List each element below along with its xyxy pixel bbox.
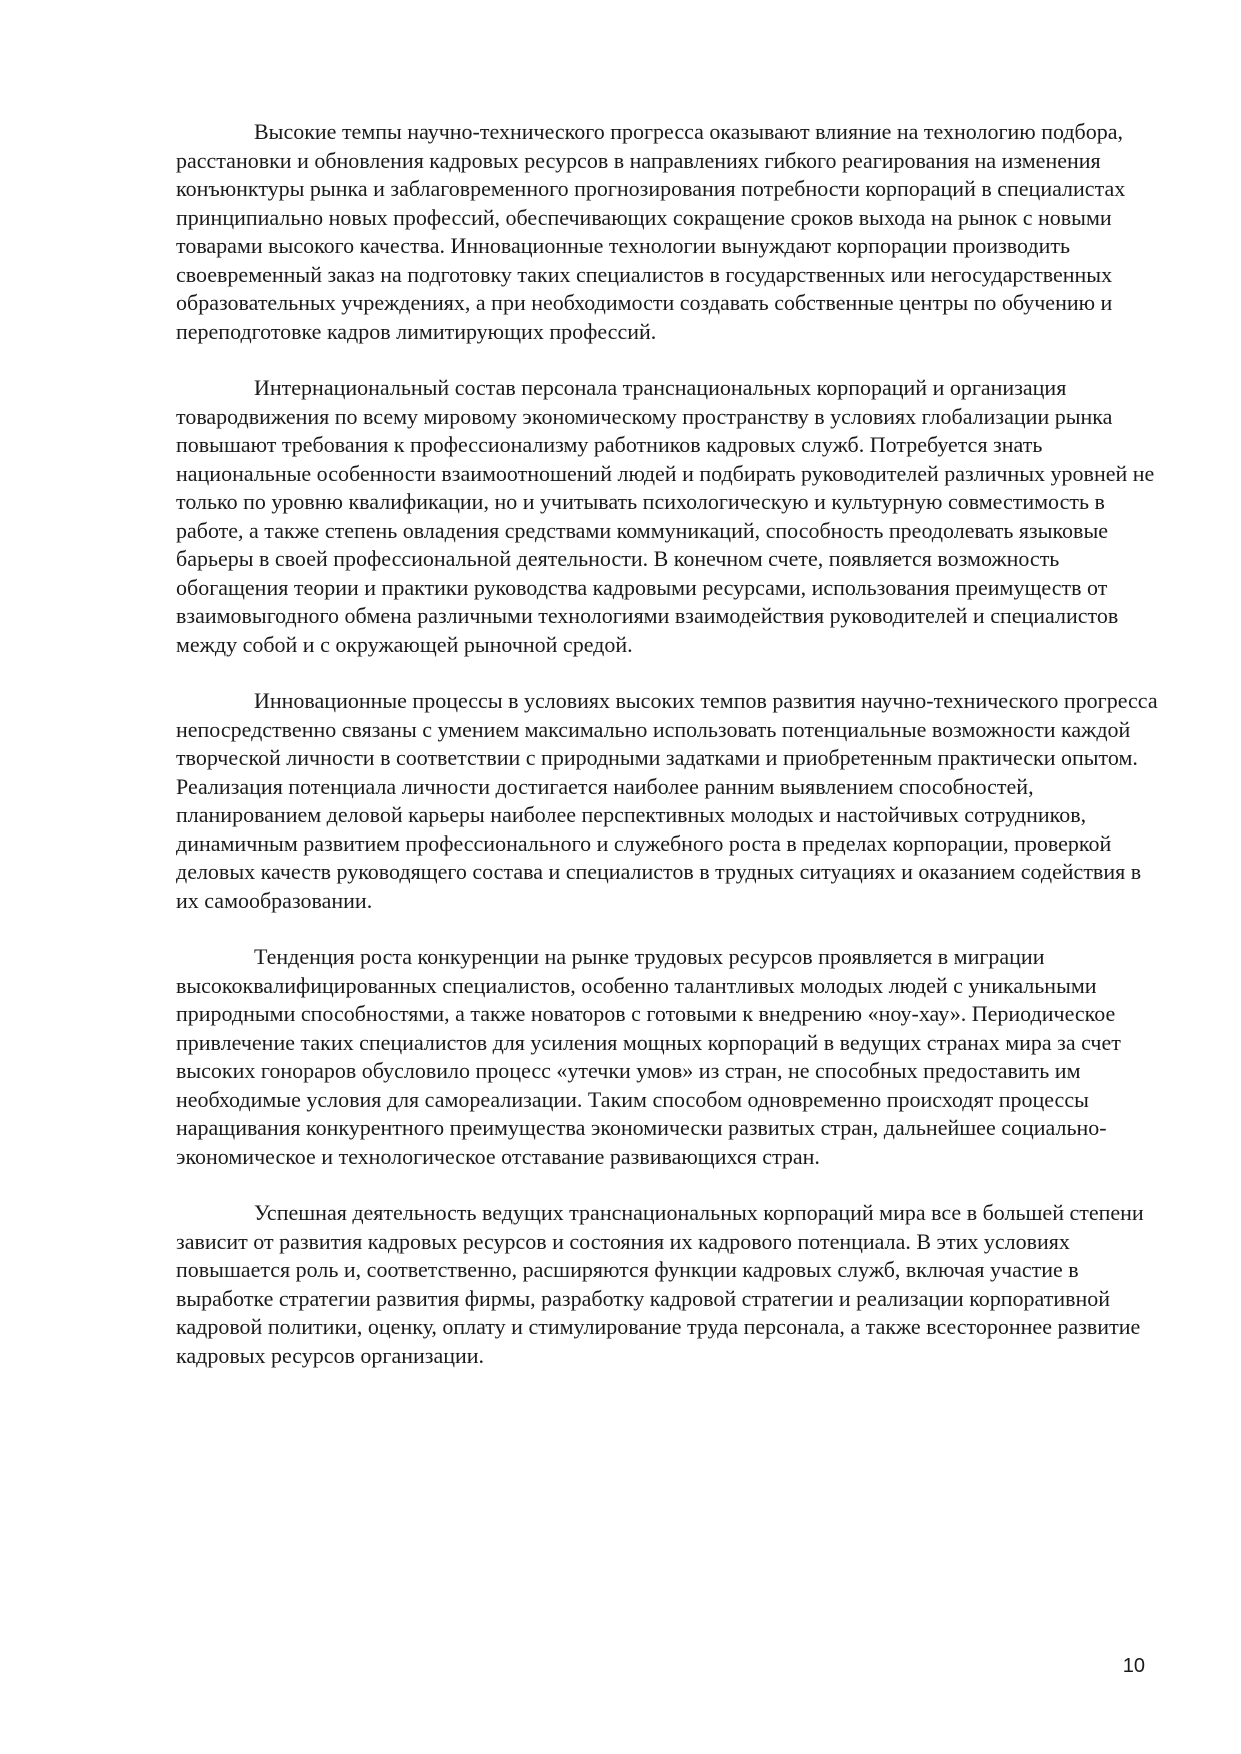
page-number: 10 <box>1122 1655 1145 1677</box>
paragraph-5: Успешная деятельность ведущих транснациональных корпораций мира все в большей степени зависит от развития кадровых ресурсов и состояния их кадрового потенциала. В этих условиях повышается роль и, соответственно, расширяются функции кадровых служб, включая участие в выработке стратегии развития фирмы, разработку кадровой стратегии и реализации корпоративной кадровой политики, оценку, оплату и стимулирование труда персонала, а также всестороннее развитие кадровых ресурсов организации. <box>176 1200 1144 1368</box>
paragraph-1: Высокие темпы научно-технического прогресса оказывают влияние на технологию подбора, расстановки и обновления кадровых ресурсов в направлениях гибкого реагирования на изменения конъюнктуры рынка и заблаговременного прогнозирования потребности корпораций в специалистах принципиально новых профессий, обеспечивающих сокращение сроков выхода на рынок с новыми товарами высокого качества. Инновационные технологии вынуждают корпорации производить своевременный заказ на подготовку таких специалистов в государственных или негосударственных образовательных учреждениях, а при необходимости создавать собственные центры по обучению и переподготовке кадров лимитирующих профессий. <box>176 119 1126 344</box>
paragraph-3: Инновационные процессы в условиях высоких темпов развития научно-технического прогресса непосредственно связаны с умением максимально использовать потенциальные возможности каждой творческой личности в соответствии с природными задатками и приобретенным практически опытом. Реализация потенциала личности достигается наиболее ранним выявлением способностей, планированием деловой карьеры наиболее перспективных молодых и настойчивых сотрудников, динамичным развитием профессионального и служебного роста в пределах корпорации, проверкой деловых качеств руководящего состава и специалистов в трудных ситуациях и оказанием содействия в их самообразовании. <box>176 688 1158 913</box>
body-text <box>176 118 1158 1398</box>
paragraph-2: Интернациональный состав персонала транснациональных корпораций и организация товародвижения по всему мировому экономическому пространству в условиях глобализации рынка повышают требования к профессионализму работников кадровых служб. Потребуется знать национальные особенности взаимоотношений людей и подбирать руководителей различных уровней не только по уровню квалификации, но и учитывать психологическую и культурную совместимость в работе, а также степень овладения средствами коммуникаций, способность преодолевать языковые барьеры в своей профессиональной деятельности. В конечном счете, появляется возможность обогащения теории и практики руководства кадровыми ресурсами, использования преимуществ от взаимовыгодного обмена различными технологиями взаимодействия руководителей и специалистов между собой и с окружающей рыночной средой. <box>176 375 1155 657</box>
paragraph-4: Тенденция роста конкуренции на рынке трудовых ресурсов проявляется в миграции высококвалифицированных специалистов, особенно талантливых молодых людей с уникальными природными способностями, а также новаторов с готовыми к внедрению «ноу-хау». Периодическое привлечение таких специалистов для усиления мощных корпораций в ведущих странах мира за счет высоких гонораров обусловило процесс «утечки умов» из стран, не способных предоставить им необходимые условия для самореализации. Таким способом одновременно происходят процессы наращивания конкурентного преимущества экономически развитых стран, дальнейшее социально-экономическое и технологическое отставание развивающихся стран. <box>176 944 1121 1169</box>
